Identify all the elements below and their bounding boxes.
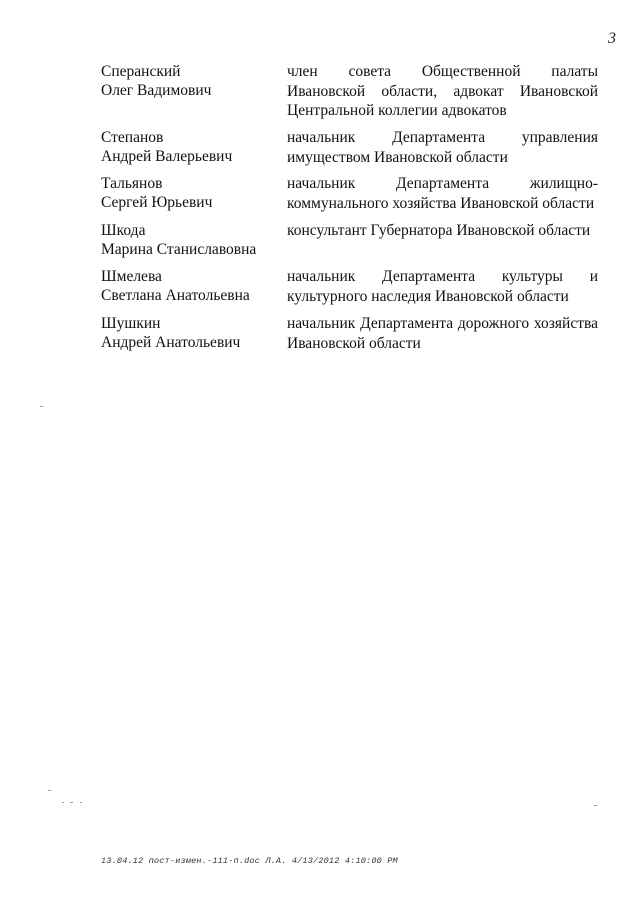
person-position: начальник Департамента культуры и культурного наследия Ивановской области: [287, 268, 598, 305]
person-surname: Тальянов: [101, 175, 163, 192]
person-name: [101, 128, 276, 166]
person-position: начальник Департамента жилищно-коммунального хозяйства Ивановской области: [287, 175, 598, 212]
person-given-names: Светлана Анатольевна: [101, 287, 250, 304]
person-surname: Сперанский: [101, 63, 181, 80]
person-position: член совета Общественной палаты Ивановской области, адвокат Ивановской Центральной коллегии адвокатов: [287, 63, 598, 119]
person-position: начальник Департамента дорожного хозяйства Ивановской области: [287, 315, 598, 352]
person-name: [101, 62, 276, 100]
person-name: [101, 314, 276, 352]
person-given-names: Олег Вадимович: [101, 82, 212, 99]
document-footer: 13.04.12 пост-измен.-111-п.doc Л.А. 4/13/2012 4:10:00 PM: [101, 856, 398, 866]
scan-speck: [80, 802, 82, 803]
person-surname: Шкода: [101, 222, 146, 239]
person-surname: Шушкин: [101, 315, 161, 332]
person-surname: Степанов: [101, 129, 164, 146]
person-given-names: Сергей Юрьевич: [101, 194, 213, 211]
person-name: [101, 221, 276, 259]
person-position: начальник Департамента управления имуществом Ивановской области: [287, 129, 598, 166]
scan-speck: [40, 406, 43, 407]
person-surname: Шмелева: [101, 268, 162, 285]
person-given-names: Андрей Валерьевич: [101, 148, 233, 165]
page-number: 3: [608, 30, 616, 47]
person-given-names: Марина Станиславовна: [101, 241, 257, 258]
scan-speck: [48, 790, 51, 791]
person-name: [101, 267, 276, 305]
person-name: [101, 174, 276, 212]
scan-speck: [594, 805, 597, 806]
person-position: консультант Губернатора Ивановской области: [287, 222, 591, 239]
scan-speck: [62, 802, 64, 803]
person-given-names: Андрей Анатольевич: [101, 334, 241, 351]
scan-speck: [70, 802, 73, 803]
